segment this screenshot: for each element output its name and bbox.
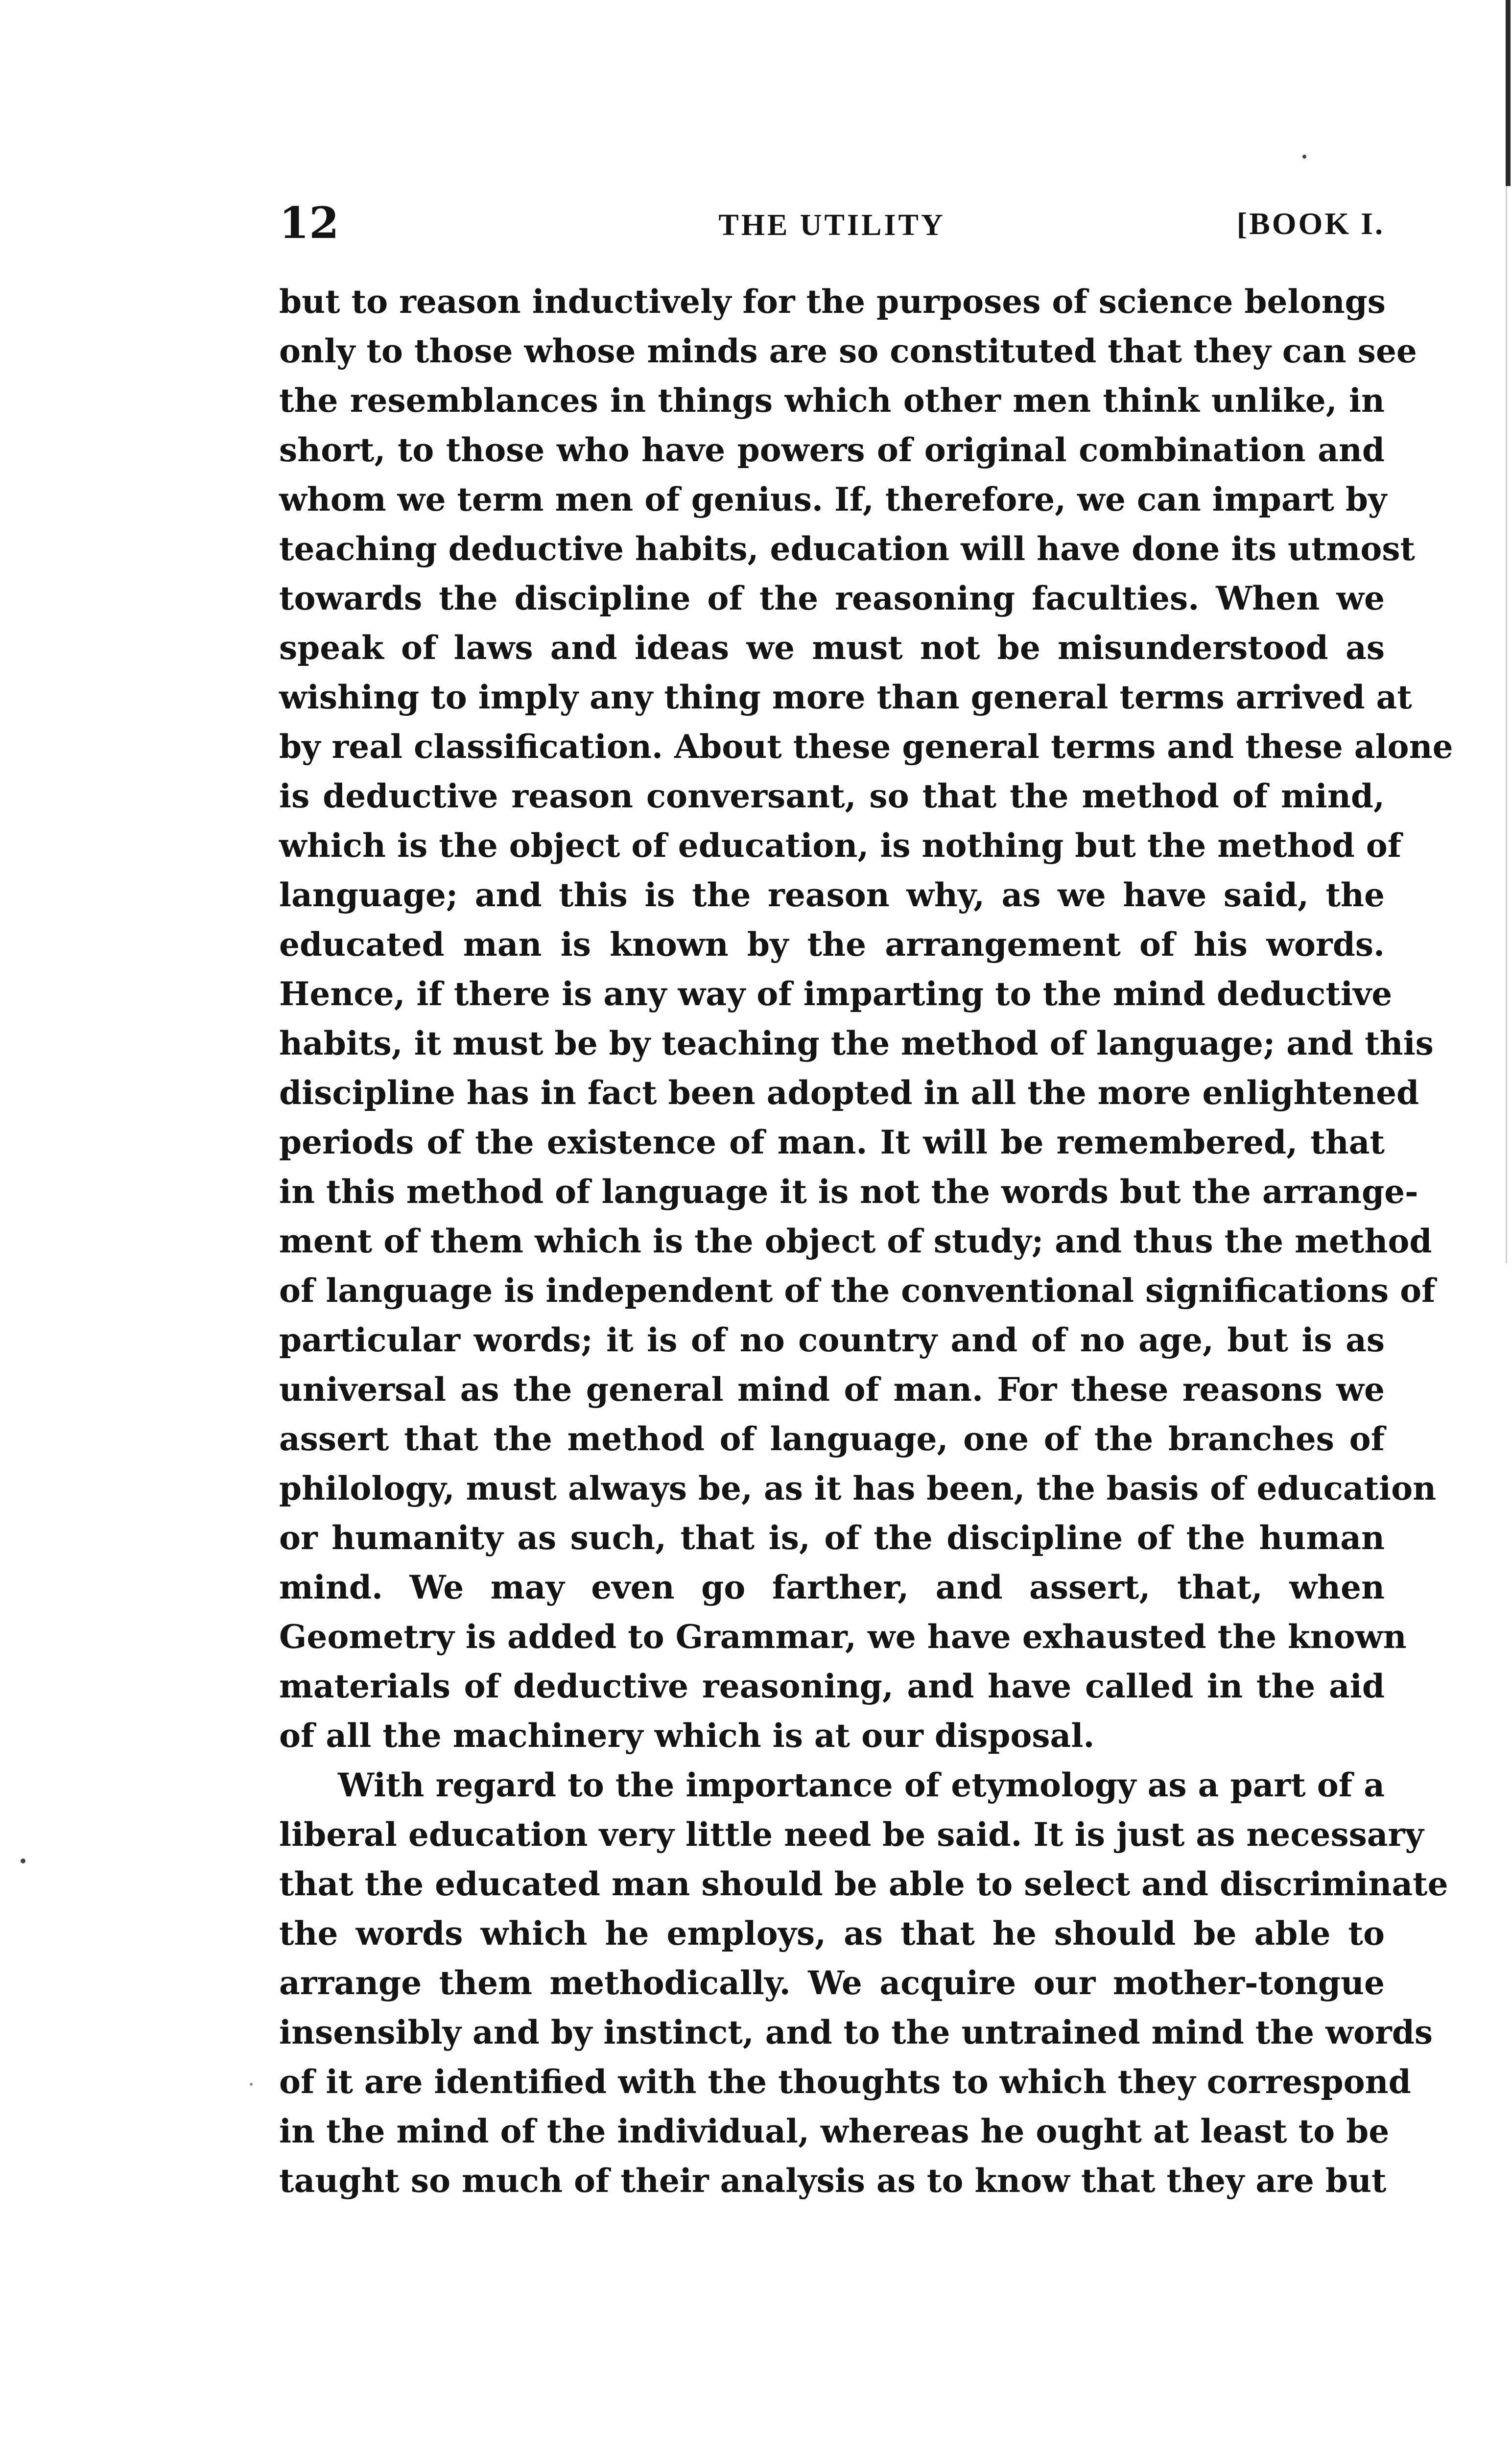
text-line: in the mind of the individual, whereas he ought at least to be [279,2112,1390,2150]
scan-speck [21,1859,25,1863]
text-line: Geometry is added to Grammar, we have exhausted the known [279,1618,1407,1656]
page-header [279,196,1385,250]
text-line: teaching deductive habits, education will have done its utmost [279,530,1415,568]
text-line: wishing to imply any thing more than general terms arrived at [279,678,1412,716]
text-line: universal as the general mind of man. For these reasons we [279,1370,1385,1409]
text-line: arrange them methodically. We acquire our mother-tongue [279,1964,1385,2002]
text-line: ment of them which is the object of study; and thus the method [279,1222,1432,1260]
text-line: assert that the method of language, one of the branches of [279,1420,1385,1458]
text-line: the words which he employs, as that he should be able to [279,1914,1385,1953]
text-line: liberal education very little need be said. It is just as necessary [279,1815,1424,1854]
text-line: but to reason inductively for the purposes of science belongs [279,282,1386,321]
text-line: of all the machinery which is at our disposal. [279,1717,1095,1755]
scan-edge-shadow [1506,0,1511,186]
text-line: towards the discipline of the reasoning faculties. When we [279,579,1385,617]
body-text [279,277,1453,2206]
text-line: habits, it must be by teaching the method of language; and this [279,1024,1434,1062]
text-line: only to those whose minds are so constituted that they can see [279,332,1417,370]
text-line: short, to those who have powers of original combination and [279,431,1385,469]
text-line: by real classification. About these general terms and these alone [279,728,1453,766]
paragraph [279,277,1453,1761]
text-line: insensibly and by instinct, and to the untrained mind the words [279,2013,1433,2051]
text-line: philology, must always be, as it has been, the basis of education [279,1469,1437,1507]
text-line: in this method of language it is not the words but the arrange- [279,1173,1418,1211]
text-line: discipline has in fact been adopted in all the more enlightened [279,1074,1419,1112]
text-line: is deductive reason conversant, so that the method of mind, [279,777,1385,815]
text-line: whom we term men of genius. If, therefore, we can impart by [279,480,1387,518]
running-head: THE UTILITY [718,209,945,242]
text-line: language; and this is the reason why, as we have said, the [279,876,1385,914]
text-line: of language is independent of the conventional significations of [279,1271,1436,1310]
scan-speck [1302,155,1306,159]
text-line: that the educated man should be able to select and discriminate [279,1865,1448,1903]
text-line: which is the object of education, is nothing but the method of [279,826,1402,865]
text-line: Hence, if there is any way of imparting to the mind deductive [279,975,1393,1013]
book-label: [BOOK I. [1236,206,1385,241]
scan-speck [250,2083,253,2086]
text-line: of it are identified with the thoughts to which they correspond [279,2063,1411,2101]
text-line: periods of the existence of man. It will be remembered, that [279,1123,1385,1161]
text-line: educated man is known by the arrangement of his words. [279,925,1385,964]
paragraph [279,1761,1448,2206]
text-line: mind. We may even go farther, and assert, that, when [279,1568,1385,1606]
text-line: speak of laws and ideas we must not be misunderstood as [279,629,1385,667]
text-line: the resemblances in things which other men think unlike, in [279,381,1385,420]
text-line: With regard to the importance of etymology as a part of a [338,1766,1385,1804]
text-line: particular words; it is of no country and of no age, but is as [279,1321,1385,1359]
text-line: materials of deductive reasoning, and have called in the aid [279,1667,1385,1705]
page-number: 12 [279,197,339,248]
text-line: taught so much of their analysis as to know that they are but [279,2162,1387,2200]
scan-edge-faint [1506,186,1507,1263]
text-line: or humanity as such, that is, of the discipline of the human [279,1519,1385,1557]
